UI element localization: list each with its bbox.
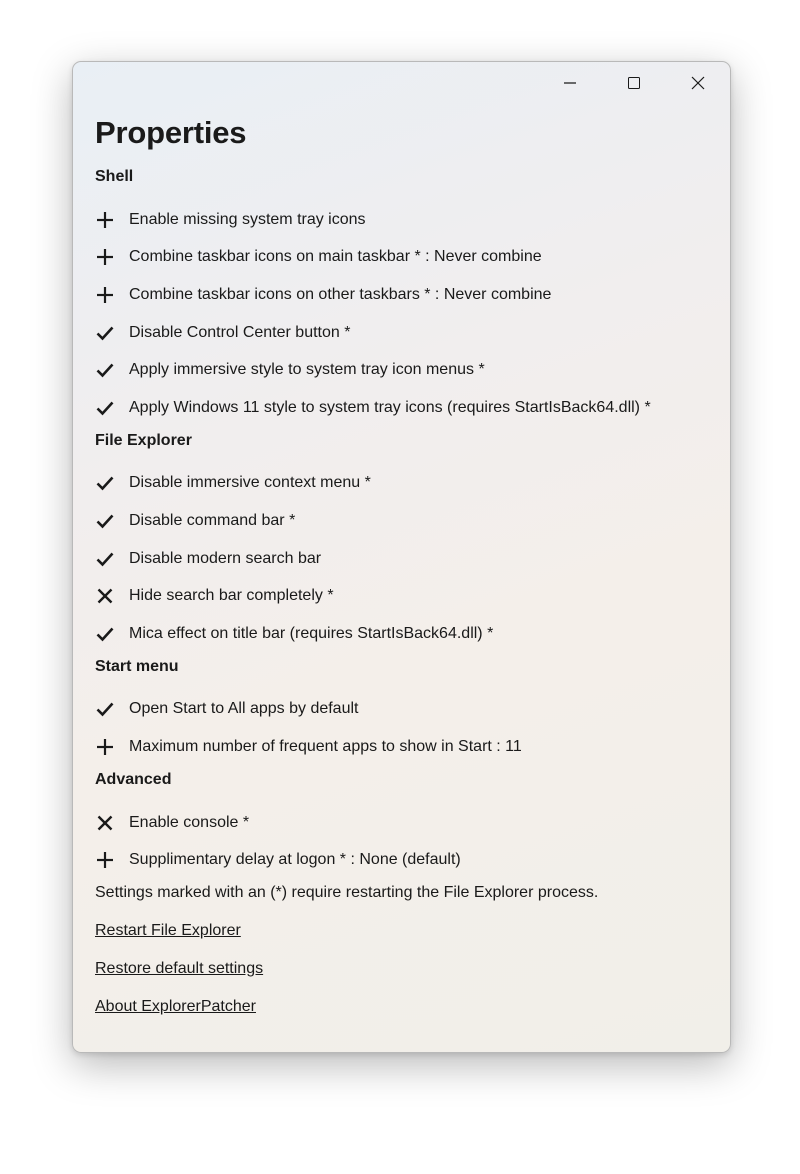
setting-label: Open Start to All apps by default	[129, 700, 359, 718]
page-title: Properties	[95, 115, 247, 150]
plus-icon	[95, 850, 115, 870]
close-button[interactable]	[666, 62, 730, 104]
setting-item[interactable]	[95, 389, 710, 427]
section-heading-advanced: Advanced	[95, 770, 172, 788]
footer-links	[95, 917, 710, 1031]
minimize-icon	[563, 76, 577, 90]
setting-item[interactable]	[95, 239, 710, 277]
setting-item[interactable]	[95, 804, 710, 842]
properties-window	[72, 61, 731, 1053]
maximize-button[interactable]	[602, 62, 666, 104]
check-icon	[95, 473, 115, 493]
setting-item[interactable]	[95, 465, 710, 503]
setting-item[interactable]	[95, 201, 710, 239]
check-icon	[95, 624, 115, 644]
plus-icon	[95, 247, 115, 267]
check-icon	[95, 398, 115, 418]
check-icon	[95, 360, 115, 380]
setting-label: Mica effect on title bar (requires StartIsBack64.dll) *	[129, 624, 494, 642]
setting-label: Maximum number of frequent apps to show in Start : 11	[129, 737, 522, 755]
setting-item[interactable]	[95, 615, 710, 653]
caption-buttons	[538, 62, 730, 104]
properties-content	[95, 112, 710, 1031]
setting-item[interactable]	[95, 577, 710, 615]
setting-label: Disable Control Center button *	[129, 323, 351, 341]
restart-note: Settings marked with an (*) require restarting the File Explorer process.	[95, 883, 599, 901]
setting-item[interactable]	[95, 540, 710, 578]
setting-label: Apply Windows 11 style to system tray icons (requires StartIsBack64.dll) *	[129, 398, 651, 416]
setting-label: Supplimentary delay at logon * : None (default)	[129, 851, 461, 869]
section-heading-file-explorer: File Explorer	[95, 431, 192, 449]
setting-item[interactable]	[95, 728, 710, 766]
plus-icon	[95, 210, 115, 230]
check-icon	[95, 699, 115, 719]
setting-label: Enable console *	[129, 813, 250, 831]
restore-default-settings-link[interactable]: Restore default settings	[95, 959, 264, 977]
setting-label: Combine taskbar icons on other taskbars * : Never combine	[129, 285, 552, 303]
setting-item[interactable]	[95, 276, 710, 314]
minimize-button[interactable]	[538, 62, 602, 104]
setting-label: Disable modern search bar	[129, 549, 322, 567]
section-heading-shell: Shell	[95, 168, 134, 185]
maximize-icon	[627, 76, 641, 90]
setting-label: Disable immersive context menu *	[129, 474, 371, 492]
setting-label: Hide search bar completely *	[129, 587, 334, 605]
check-icon	[95, 511, 115, 531]
setting-item[interactable]	[95, 691, 710, 729]
cross-icon	[95, 586, 115, 606]
plus-icon	[95, 737, 115, 757]
settings-list	[95, 163, 710, 879]
plus-icon	[95, 285, 115, 305]
restart-file-explorer-link[interactable]: Restart File Explorer	[95, 921, 241, 939]
setting-item[interactable]	[95, 351, 710, 389]
setting-label: Combine taskbar icons on main taskbar * : Never combine	[129, 248, 542, 266]
setting-item[interactable]	[95, 502, 710, 540]
setting-item[interactable]	[95, 314, 710, 352]
setting-label: Disable command bar *	[129, 511, 296, 529]
about-explorerpatcher-link[interactable]: About ExplorerPatcher	[95, 997, 256, 1015]
cross-icon	[95, 813, 115, 833]
setting-label: Enable missing system tray icons	[129, 210, 366, 228]
setting-item[interactable]	[95, 841, 710, 879]
check-icon	[95, 323, 115, 343]
close-icon	[690, 75, 706, 91]
check-icon	[95, 549, 115, 569]
section-heading-start-menu: Start menu	[95, 657, 179, 675]
setting-label: Apply immersive style to system tray icon menus *	[129, 361, 485, 379]
